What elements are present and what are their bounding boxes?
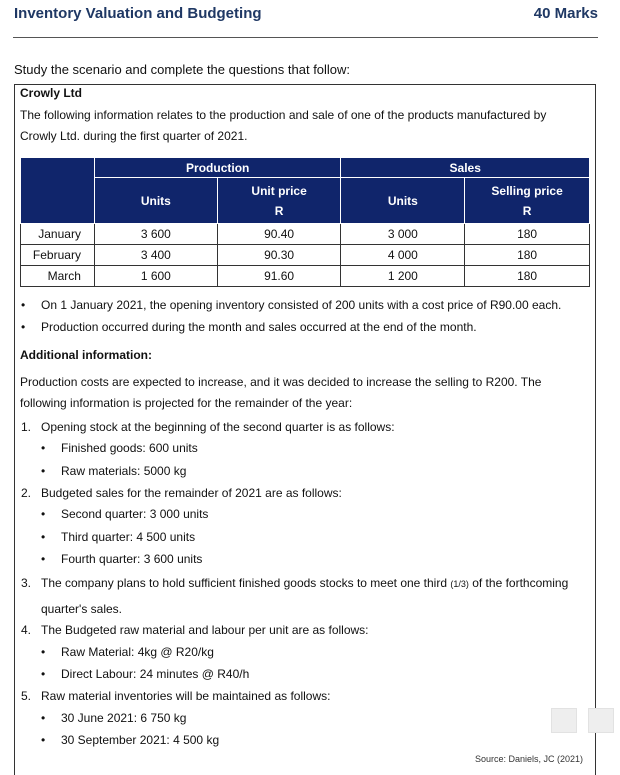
list-item [41, 733, 219, 747]
list-item [21, 623, 369, 637]
list-item [41, 667, 249, 681]
bullet-icon: • [41, 507, 46, 521]
sub-item-text: Third quarter: 4 500 units [61, 530, 196, 544]
month-cell: February [21, 245, 95, 266]
list-item [41, 711, 186, 725]
sub-item-text: Raw materials: 5000 kg [61, 464, 187, 478]
list-number: 1. [21, 420, 32, 434]
item-text: Raw material inventories will be maintained as follows: [41, 689, 331, 703]
selling-price-header [465, 178, 590, 224]
sub-item-text: Direct Labour: 24 minutes @ R40/h [61, 667, 250, 681]
list-item [21, 486, 342, 500]
table-row [21, 245, 590, 266]
sub-item-text: 30 June 2021: 6 750 kg [61, 711, 187, 725]
list-item [41, 530, 195, 544]
sales-units-cell: 1 200 [341, 266, 465, 287]
item-text-continued: of the forthcoming [472, 576, 569, 590]
production-units-header: Units [94, 178, 217, 224]
bullet-icon: • [41, 530, 46, 544]
month-cell: March [21, 266, 95, 287]
intro-text: Study the scenario and complete the questions that follow: [14, 62, 351, 77]
next-page-button[interactable] [588, 708, 614, 733]
sales-units-cell: 3 000 [341, 224, 465, 245]
unit-price-cell: 90.30 [217, 245, 341, 266]
additional-text: Production costs are expected to increase, and it was decided to increase the selling to R200. The following information is projected for the remainder of the year: [20, 375, 542, 410]
list-number: 4. [21, 623, 32, 637]
sales-units-cell: 4 000 [341, 245, 465, 266]
list-item [21, 689, 330, 703]
sub-item-text: Finished goods: 600 units [61, 441, 198, 455]
unit-price-header [217, 178, 341, 224]
sales-header: Sales [341, 158, 590, 178]
month-cell: January [21, 224, 95, 245]
selling-price-currency: R [522, 203, 532, 218]
scenario-box [14, 84, 596, 775]
production-units-cell: 3 600 [94, 224, 217, 245]
production-units-cell: 1 600 [94, 266, 217, 287]
production-units-cell: 3 400 [94, 245, 217, 266]
item-text: Budgeted sales for the remainder of 2021 are as follows: [41, 486, 342, 500]
list-item [41, 552, 202, 566]
additional-heading: Additional information: [20, 348, 152, 362]
unit-price-currency: R [274, 203, 284, 218]
sub-item-text: Second quarter: 3 000 units [61, 507, 209, 521]
bullet-icon: • [21, 320, 26, 334]
list-item [41, 441, 198, 455]
sub-item-text: Fourth quarter: 3 600 units [61, 552, 203, 566]
list-number: 2. [21, 486, 32, 500]
bullet-icon: • [41, 645, 46, 659]
selling-price-cell: 180 [465, 245, 590, 266]
selling-price-cell: 180 [465, 224, 590, 245]
list-item [21, 576, 568, 590]
bullet-icon: • [41, 733, 46, 747]
table-row [21, 266, 590, 287]
list-number: 5. [21, 689, 32, 703]
unit-price-cell: 90.40 [217, 224, 341, 245]
list-item [21, 320, 477, 334]
bullet-text: Production occurred during the month and sales occurred at the end of the month. [41, 320, 477, 334]
bullet-icon: • [21, 298, 26, 312]
prev-page-button[interactable] [551, 708, 577, 733]
marks-label: 40 Marks [533, 5, 598, 22]
header-divider [13, 37, 598, 38]
scenario-description: The following information relates to the production and sale of one of the products manufactured by Crowly Ltd. during the first quarter of 2021. [20, 108, 547, 143]
list-item [41, 464, 186, 478]
bullet-text: On 1 January 2021, the opening inventory consisted of 200 units with a cost price of R90.00 each. [41, 298, 562, 312]
list-item [41, 645, 214, 659]
section-title: Inventory Valuation and Budgeting [14, 5, 262, 22]
source-citation: Source: Daniels, JC (2021) [475, 754, 584, 764]
section-header [14, 5, 598, 29]
production-header: Production [94, 158, 341, 178]
item-text: Opening stock at the beginning of the second quarter is as follows: [41, 420, 395, 434]
list-item [21, 298, 561, 312]
item-text: The Budgeted raw material and labour per unit are as follows: [41, 623, 369, 637]
selling-price-label: Selling price [491, 183, 563, 198]
bullet-icon: • [41, 441, 46, 455]
bullet-icon: • [41, 711, 46, 725]
production-sales-table [20, 157, 590, 287]
unit-price-cell: 91.60 [217, 266, 341, 287]
table-row [21, 224, 590, 245]
list-number: 3. [21, 576, 32, 590]
unit-price-label: Unit price [251, 183, 307, 198]
bullet-icon: • [41, 667, 46, 681]
corner-header-cell [21, 158, 95, 224]
list-item [41, 507, 208, 521]
list-item [21, 420, 395, 434]
sub-item-text: 30 September 2021: 4 500 kg [61, 733, 220, 747]
company-name: Crowly Ltd [20, 86, 82, 100]
selling-price-cell: 180 [465, 266, 590, 287]
bullet-icon: • [41, 464, 46, 478]
fraction-one-third: (1/3) [450, 579, 469, 589]
sales-units-header: Units [341, 178, 465, 224]
sub-item-text: Raw Material: 4kg @ R20/kg [61, 645, 214, 659]
bullet-icon: • [41, 552, 46, 566]
item-continuation: quarter's sales. [41, 602, 122, 616]
item-text: The company plans to hold sufficient finished goods stocks to meet one third [41, 576, 448, 590]
